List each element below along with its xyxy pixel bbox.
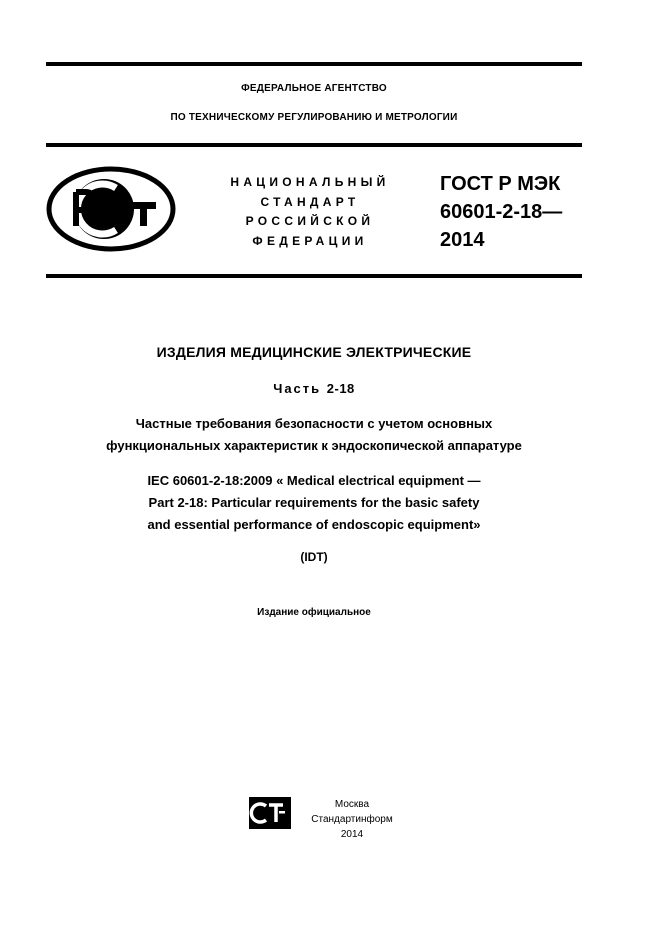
standard-type-line-2: СТАНДАРТ [260, 194, 360, 209]
international-standard-reference [46, 470, 582, 536]
description-line-1: Частные требования безопасности с учетом основных [135, 416, 493, 431]
standard-type-line-1: НАЦИОНАЛЬНЫЙ [230, 175, 390, 189]
publisher-year: 2014 [340, 829, 364, 840]
lower-rule [46, 274, 582, 278]
part-heading [46, 381, 582, 396]
middle-rule [46, 143, 582, 147]
agency-line-2: ПО ТЕХНИЧЕСКОМУ РЕГУЛИРОВАНИЮ И МЕТРОЛОГИИ [170, 112, 458, 123]
part-description [46, 413, 582, 457]
standard-designation [440, 170, 562, 254]
part-number: 2-18 [326, 381, 355, 396]
standard-type-block [215, 173, 405, 251]
gost-r-logo-icon [46, 166, 176, 252]
publisher-imprint [296, 797, 408, 842]
description-line-2: функциональных характеристик к эндоскопической аппаратуре [106, 438, 522, 453]
designation-line-2: 60601-2-18— [440, 201, 563, 223]
part-word: Часть [273, 381, 322, 396]
publisher-name: Стандартинформ [311, 814, 393, 825]
iec-line-2: Part 2-18: Particular requirements for the basic safety [148, 495, 480, 510]
iec-line-1: IEC 60601-2-18:2009 « Medical electrical equipment — [147, 473, 481, 488]
edition-label: Издание официальное [257, 607, 371, 618]
publisher-city: Москва [334, 799, 370, 810]
standartinform-logo-icon [249, 797, 291, 829]
equivalence-degree: (IDT) [300, 550, 328, 564]
designation-line-1: ГОСТ Р МЭК [440, 173, 561, 195]
iec-line-3: and essential performance of endoscopic equipment» [147, 517, 481, 532]
standard-type-line-4: ФЕДЕРАЦИИ [252, 233, 368, 248]
agency-line-1: ФЕДЕРАЛЬНОЕ АГЕНТСТВО [241, 83, 387, 94]
document-title: ИЗДЕЛИЯ МЕДИЦИНСКИЕ ЭЛЕКТРИЧЕСКИЕ [156, 344, 472, 360]
standard-type-line-3: РОССИЙСКОЙ [245, 214, 375, 228]
designation-line-3: 2014 [440, 229, 485, 251]
top-rule [46, 62, 582, 66]
